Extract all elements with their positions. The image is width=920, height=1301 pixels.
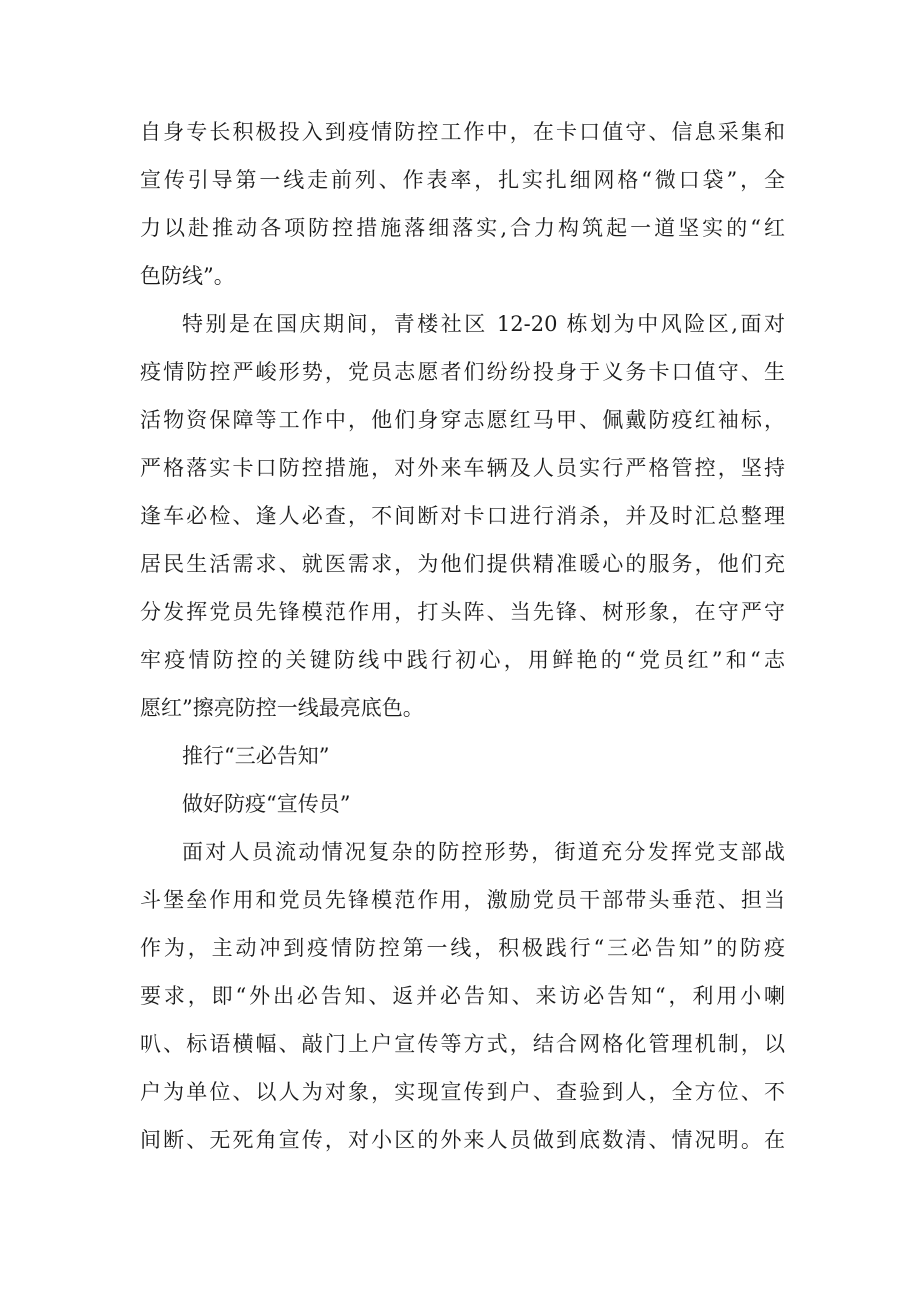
text-line: 居民生活需求、就医需求，为他们提供精准暖心的服务，他们充 — [140, 552, 785, 576]
text-line: 面对人员流动情况复杂的防控形势，街道充分发挥党支部战 — [182, 840, 785, 864]
text-line: 斗堡垒作用和党员先锋模范作用，激励党员干部带头垂范、担当 — [140, 888, 785, 912]
text-line: 叭、标语横幅、敲门上户宣传等方式，结合网格化管理机制，以 — [140, 1032, 785, 1056]
text-line: 活物资保障等工作中，他们身穿志愿红马甲、佩戴防疫红袖标， — [140, 408, 785, 432]
text-line: 特别是在国庆期间，青楼社区 12-20 栋划为中风险区,面对 — [182, 312, 785, 336]
text-line: 愿红”擦亮防控一线最亮底色。 — [140, 696, 424, 720]
paragraph — [140, 300, 785, 732]
text-line: 要求，即“外出必告知、返并必告知、来访必告知“，利用小喇 — [140, 984, 785, 1008]
section-heading — [140, 780, 785, 828]
text-line: 色防线”。 — [140, 264, 235, 288]
section-heading — [140, 732, 785, 780]
text-line: 疫情防控严峻形势，党员志愿者们纷纷投身于义务卡口值守、生 — [140, 360, 785, 384]
heading-text: 推行“三必告知” — [182, 744, 330, 768]
text-line: 逢车必检、逢人必查，不间断对卡口进行消杀，并及时汇总整理 — [140, 504, 785, 528]
text-line: 严格落实卡口防控措施，对外来车辆及人员实行严格管控，坚持 — [140, 456, 785, 480]
text-line: 宣传引导第一线走前列、作表率，扎实扎细网格“微口袋”，全 — [140, 168, 785, 192]
text-line: 自身专长积极投入到疫情防控工作中，在卡口值守、信息采集和 — [140, 120, 785, 144]
text-line: 牢疫情防控的关键防线中践行初心，用鲜艳的“党员红”和“志 — [140, 648, 785, 672]
text-line: 力以赴推动各项防控措施落细落实,合力构筑起一道坚实的“红 — [140, 216, 785, 240]
heading-text: 做好防疫“宣传员” — [182, 792, 351, 816]
text-line: 作为，主动冲到疫情防控第一线，积极践行“三必告知”的防疫 — [140, 936, 785, 960]
text-line: 分发挥党员先锋模范作用，打头阵、当先锋、树形象，在守严守 — [140, 600, 785, 624]
paragraph — [140, 108, 785, 300]
text-line: 间断、无死角宣传，对小区的外来人员做到底数清、情况明。在 — [140, 1128, 785, 1152]
document-body — [140, 108, 785, 1164]
text-line: 户为单位、以人为对象，实现宣传到户、查验到人，全方位、不 — [140, 1080, 785, 1104]
paragraph — [140, 828, 785, 1164]
